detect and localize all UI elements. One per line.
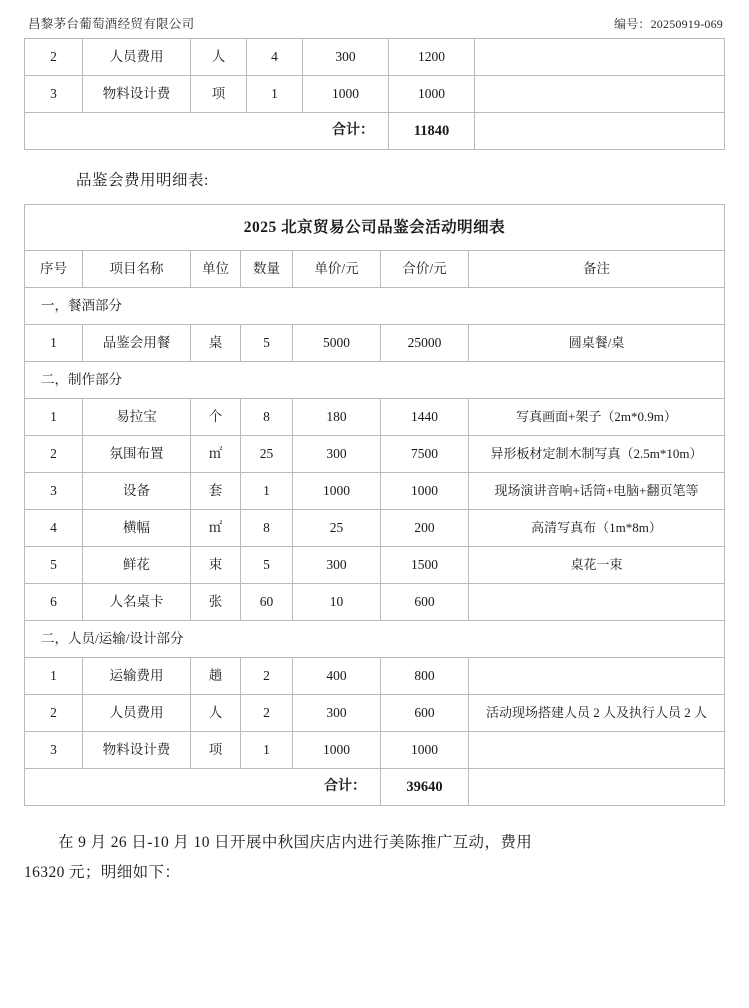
row-unit: 项 <box>191 76 247 113</box>
section-title: 二，人员/运输/设计部分 <box>25 621 725 658</box>
total-remark <box>475 113 725 150</box>
row-amount: 1000 <box>389 76 475 113</box>
table-row <box>25 39 725 76</box>
row-item: 人名桌卡 <box>83 584 191 621</box>
col-header-item: 项目名称 <box>83 251 191 288</box>
continued-cost-table <box>24 38 725 150</box>
row-remark: 异形板材定制木制写真（2.5m*10m） <box>469 436 725 473</box>
table-title-row <box>25 205 725 251</box>
row-amount: 1200 <box>389 39 475 76</box>
row-amount: 1440 <box>381 399 469 436</box>
row-no: 3 <box>25 76 83 113</box>
row-no: 2 <box>25 39 83 76</box>
row-no: 5 <box>25 547 83 584</box>
total-label: 合计： <box>25 113 389 150</box>
row-unit: ㎡ <box>191 436 241 473</box>
col-header-no: 序号 <box>25 251 83 288</box>
col-header-price: 单价/元 <box>293 251 381 288</box>
row-qty: 5 <box>241 325 293 362</box>
row-unit: 套 <box>191 473 241 510</box>
table-row <box>25 473 725 510</box>
table-row <box>25 399 725 436</box>
paragraph-line-1: 在 9 月 26 日-10 月 10 日开展中秋国庆店内进行美陈推广互动，费用 <box>58 834 533 851</box>
row-remark <box>475 39 725 76</box>
row-item: 横幅 <box>83 510 191 547</box>
document-number: 编号：20250919-069 <box>614 17 723 31</box>
row-amount: 1500 <box>381 547 469 584</box>
table-total-row <box>25 113 725 150</box>
row-unit: 张 <box>191 584 241 621</box>
table-row <box>25 732 725 769</box>
table-row <box>25 695 725 732</box>
row-qty: 1 <box>247 76 303 113</box>
row-unit: 趟 <box>191 658 241 695</box>
row-price: 1000 <box>293 732 381 769</box>
row-remark: 桌花一束 <box>469 547 725 584</box>
row-no: 1 <box>25 399 83 436</box>
row-amount: 7500 <box>381 436 469 473</box>
row-no: 3 <box>25 473 83 510</box>
row-qty: 2 <box>241 695 293 732</box>
col-header-remark: 备注 <box>469 251 725 288</box>
row-amount: 600 <box>381 695 469 732</box>
table-row <box>25 510 725 547</box>
table-row <box>25 584 725 621</box>
section-header-row <box>25 362 725 399</box>
row-item: 设备 <box>83 473 191 510</box>
row-no: 6 <box>25 584 83 621</box>
row-unit: 项 <box>191 732 241 769</box>
row-remark <box>469 584 725 621</box>
row-price: 300 <box>293 547 381 584</box>
row-price: 300 <box>303 39 389 76</box>
row-no: 3 <box>25 732 83 769</box>
row-amount: 200 <box>381 510 469 547</box>
section-header-row <box>25 288 725 325</box>
row-item: 鲜花 <box>83 547 191 584</box>
row-unit: 束 <box>191 547 241 584</box>
row-price: 400 <box>293 658 381 695</box>
closing-paragraph <box>24 828 725 888</box>
row-amount: 1000 <box>381 732 469 769</box>
table-row <box>25 76 725 113</box>
row-price: 300 <box>293 695 381 732</box>
section-caption: 品鉴会费用明细表: <box>76 172 209 189</box>
row-item: 人员费用 <box>83 695 191 732</box>
section-header-row <box>25 621 725 658</box>
total-value: 11840 <box>389 113 475 150</box>
row-qty: 8 <box>241 399 293 436</box>
row-unit: 桌 <box>191 325 241 362</box>
row-remark <box>469 658 725 695</box>
row-amount: 800 <box>381 658 469 695</box>
row-qty: 60 <box>241 584 293 621</box>
row-unit: 人 <box>191 695 241 732</box>
row-item: 运输费用 <box>83 658 191 695</box>
col-header-unit: 单位 <box>191 251 241 288</box>
col-header-qty: 数量 <box>241 251 293 288</box>
row-remark: 活动现场搭建人员 2 人及执行人员 2 人 <box>469 695 725 732</box>
row-item: 氛围布置 <box>83 436 191 473</box>
row-qty: 25 <box>241 436 293 473</box>
table-row <box>25 436 725 473</box>
paragraph-line-2: 16320 元；明细如下： <box>24 864 181 882</box>
row-item: 物料设计费 <box>83 76 191 113</box>
row-remark <box>469 732 725 769</box>
table-row <box>25 547 725 584</box>
row-amount: 1000 <box>381 473 469 510</box>
row-price: 1000 <box>293 473 381 510</box>
row-unit: ㎡ <box>191 510 241 547</box>
row-remark: 现场演讲音响+话筒+电脑+翻页笔等 <box>469 473 725 510</box>
row-item: 品鉴会用餐 <box>83 325 191 362</box>
row-remark <box>475 76 725 113</box>
total-remark <box>469 769 725 806</box>
row-unit: 个 <box>191 399 241 436</box>
table-title: 2025 北京贸易公司品鉴会活动明细表 <box>25 205 725 251</box>
total-label: 合计： <box>25 769 381 806</box>
row-item: 物料设计费 <box>83 732 191 769</box>
row-qty: 8 <box>241 510 293 547</box>
row-qty: 1 <box>241 732 293 769</box>
row-no: 2 <box>25 436 83 473</box>
col-header-amount: 合价/元 <box>381 251 469 288</box>
row-price: 1000 <box>303 76 389 113</box>
table-row <box>25 658 725 695</box>
row-price: 5000 <box>293 325 381 362</box>
row-no: 1 <box>25 658 83 695</box>
section-title: 二，制作部分 <box>25 362 725 399</box>
row-item: 人员费用 <box>83 39 191 76</box>
row-remark: 圆桌餐/桌 <box>469 325 725 362</box>
document-header <box>24 14 725 38</box>
row-price: 180 <box>293 399 381 436</box>
row-price: 300 <box>293 436 381 473</box>
table-total-row <box>25 769 725 806</box>
total-value: 39640 <box>381 769 469 806</box>
row-qty: 4 <box>247 39 303 76</box>
row-no: 1 <box>25 325 83 362</box>
row-price: 10 <box>293 584 381 621</box>
row-qty: 1 <box>241 473 293 510</box>
row-qty: 2 <box>241 658 293 695</box>
row-remark: 写真画面+架子（2m*0.9m） <box>469 399 725 436</box>
row-no: 4 <box>25 510 83 547</box>
section-title: 一，餐酒部分 <box>25 288 725 325</box>
tasting-event-detail-table <box>24 204 725 806</box>
row-amount: 600 <box>381 584 469 621</box>
row-no: 2 <box>25 695 83 732</box>
row-remark: 高清写真布（1m*8m） <box>469 510 725 547</box>
row-price: 25 <box>293 510 381 547</box>
row-item: 易拉宝 <box>83 399 191 436</box>
row-qty: 5 <box>241 547 293 584</box>
row-amount: 25000 <box>381 325 469 362</box>
row-unit: 人 <box>191 39 247 76</box>
company-name: 昌黎茅台葡萄酒经贸有限公司 <box>28 17 195 31</box>
table-row <box>25 325 725 362</box>
table-header-row <box>25 251 725 288</box>
